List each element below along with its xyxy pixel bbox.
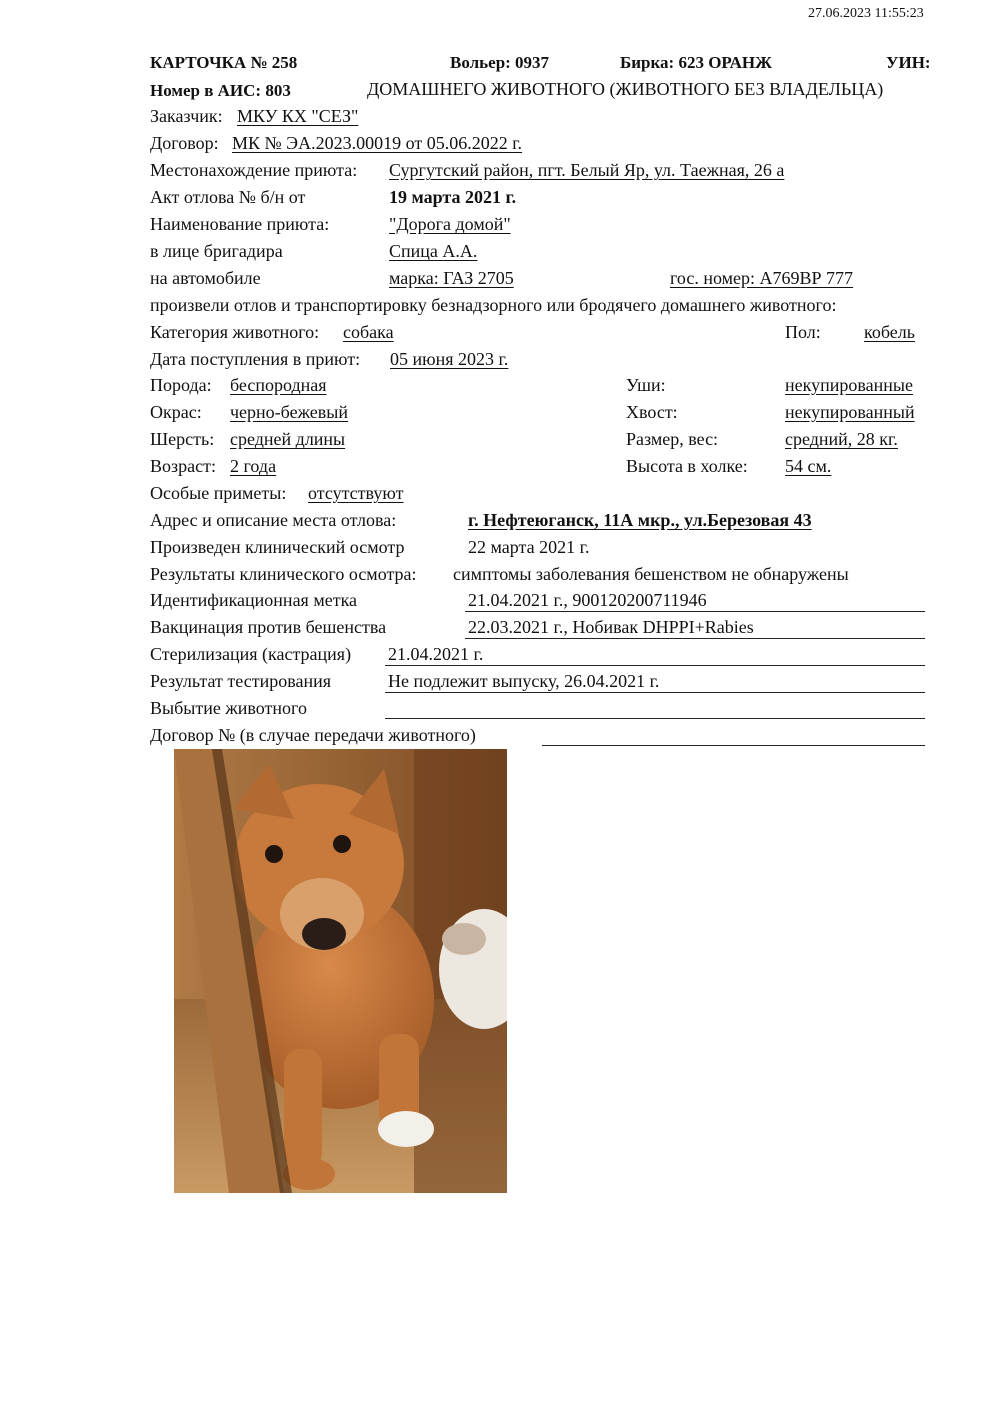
color-label: Окрас: — [150, 402, 202, 422]
sex-value: кобель — [864, 322, 915, 342]
capture-act-value: 19 марта 2021 г. — [389, 187, 517, 207]
vehicle-label: на автомобиле — [150, 268, 261, 288]
sex-label: Пол: — [785, 322, 821, 342]
category-label: Категория животного: — [150, 322, 320, 342]
transfer-contract-line — [542, 745, 925, 746]
contract-label: Договор: — [150, 133, 219, 153]
arrival-value: 05 июня 2023 г. — [390, 349, 509, 369]
coat-value: средней длины — [230, 429, 346, 449]
customer-value: МКУ КХ "СЕЗ" — [237, 106, 359, 126]
color-value: черно-бежевый — [230, 402, 348, 422]
exam-label: Произведен клинический осмотр — [150, 537, 405, 557]
breed-label: Порода: — [150, 375, 212, 395]
foreman-value: Спица А.А. — [389, 241, 478, 261]
capture-act-label: Акт отлова № б/н от — [150, 187, 306, 207]
id-mark-line — [465, 611, 925, 612]
id-mark-label: Идентификационная метка — [150, 590, 358, 610]
tag: Бирка: 623 ОРАНЖ — [620, 53, 772, 72]
exam-results-label: Результаты клинического осмотра: — [150, 564, 417, 584]
statement: произвели отлов и транспортировку безнадзорного или бродячего домашнего животного: — [150, 295, 837, 315]
uin: УИН: — [886, 53, 931, 72]
capture-address-label: Адрес и описание места отлова: — [150, 510, 397, 530]
test-result-line — [385, 692, 925, 693]
coat-label: Шерсть: — [150, 429, 215, 449]
test-result-value: Не подлежит выпуску, 26.04.2021 г. — [388, 671, 660, 691]
id-mark-value: 21.04.2021 г., 900120200711946 — [468, 590, 707, 610]
sterilization-label: Стерилизация (кастрация) — [150, 644, 352, 664]
departure-label: Выбытие животного — [150, 698, 307, 718]
tail-label: Хвост: — [626, 402, 678, 422]
category-value: собака — [343, 322, 394, 342]
shelter-name-value: "Дорога домой" — [389, 214, 511, 234]
enclosure: Вольер: 0937 — [450, 53, 550, 72]
shelter-location-value: Сургутский район, пгт. Белый Яр, ул. Таежная, 26 а — [389, 160, 785, 180]
departure-line — [385, 718, 925, 719]
tail-value: некупированный — [785, 402, 915, 422]
vaccination-value: 22.03.2021 г., Нобивак DHPPI+Rabies — [468, 617, 754, 637]
customer-label: Заказчик: — [150, 106, 223, 126]
marks-value: отсутствуют — [308, 483, 404, 503]
sterilization-value: 21.04.2021 г. — [388, 644, 484, 664]
breed-value: беспородная — [230, 375, 327, 395]
transfer-contract-label: Договор № (в случае передачи животного) — [150, 725, 476, 745]
size-value: средний, 28 кг. — [785, 429, 898, 449]
vaccination-line — [465, 638, 925, 639]
arrival-label: Дата поступления в приют: — [150, 349, 361, 369]
card-number: КАРТОЧКА № 258 — [150, 53, 298, 72]
shelter-name-label: Наименование приюта: — [150, 214, 330, 234]
marks-label: Особые приметы: — [150, 483, 287, 503]
animal-photo — [174, 749, 507, 1193]
ais-number: Номер в АИС: 803 — [150, 81, 291, 100]
vaccination-label: Вакцинация против бешенства — [150, 617, 387, 637]
height-label: Высота в холке: — [626, 456, 748, 476]
foreman-label: в лице бригадира — [150, 241, 283, 261]
card-subtitle: ДОМАШНЕГО ЖИВОТНОГО (ЖИВОТНОГО БЕЗ ВЛАДЕЛЬЦА) — [367, 79, 884, 99]
age-label: Возраст: — [150, 456, 216, 476]
vehicle-plate: гос. номер: А769ВР 777 — [670, 268, 854, 288]
contract-value: МК № ЭА.2023.00019 от 05.06.2022 г. — [232, 133, 523, 153]
exam-value: 22 марта 2021 г. — [468, 537, 590, 557]
capture-address-value: г. Нефтеюганск, 11А мкр., ул.Березовая 43 — [468, 510, 812, 530]
ears-value: некупированные — [785, 375, 913, 395]
age-value: 2 года — [230, 456, 277, 476]
test-result-label: Результат тестирования — [150, 671, 331, 691]
dog-photo-illustration — [174, 749, 507, 1193]
sterilization-line — [385, 665, 925, 666]
shelter-location-label: Местонахождение приюта: — [150, 160, 358, 180]
exam-results-value: симптомы заболевания бешенством не обнаружены — [453, 564, 849, 584]
size-label: Размер, вес: — [626, 429, 719, 449]
height-value: 54 см. — [785, 456, 832, 476]
timestamp: 27.06.2023 11:55:23 — [808, 6, 924, 21]
vehicle-model: марка: ГАЗ 2705 — [389, 268, 514, 288]
ears-label: Уши: — [626, 375, 666, 395]
